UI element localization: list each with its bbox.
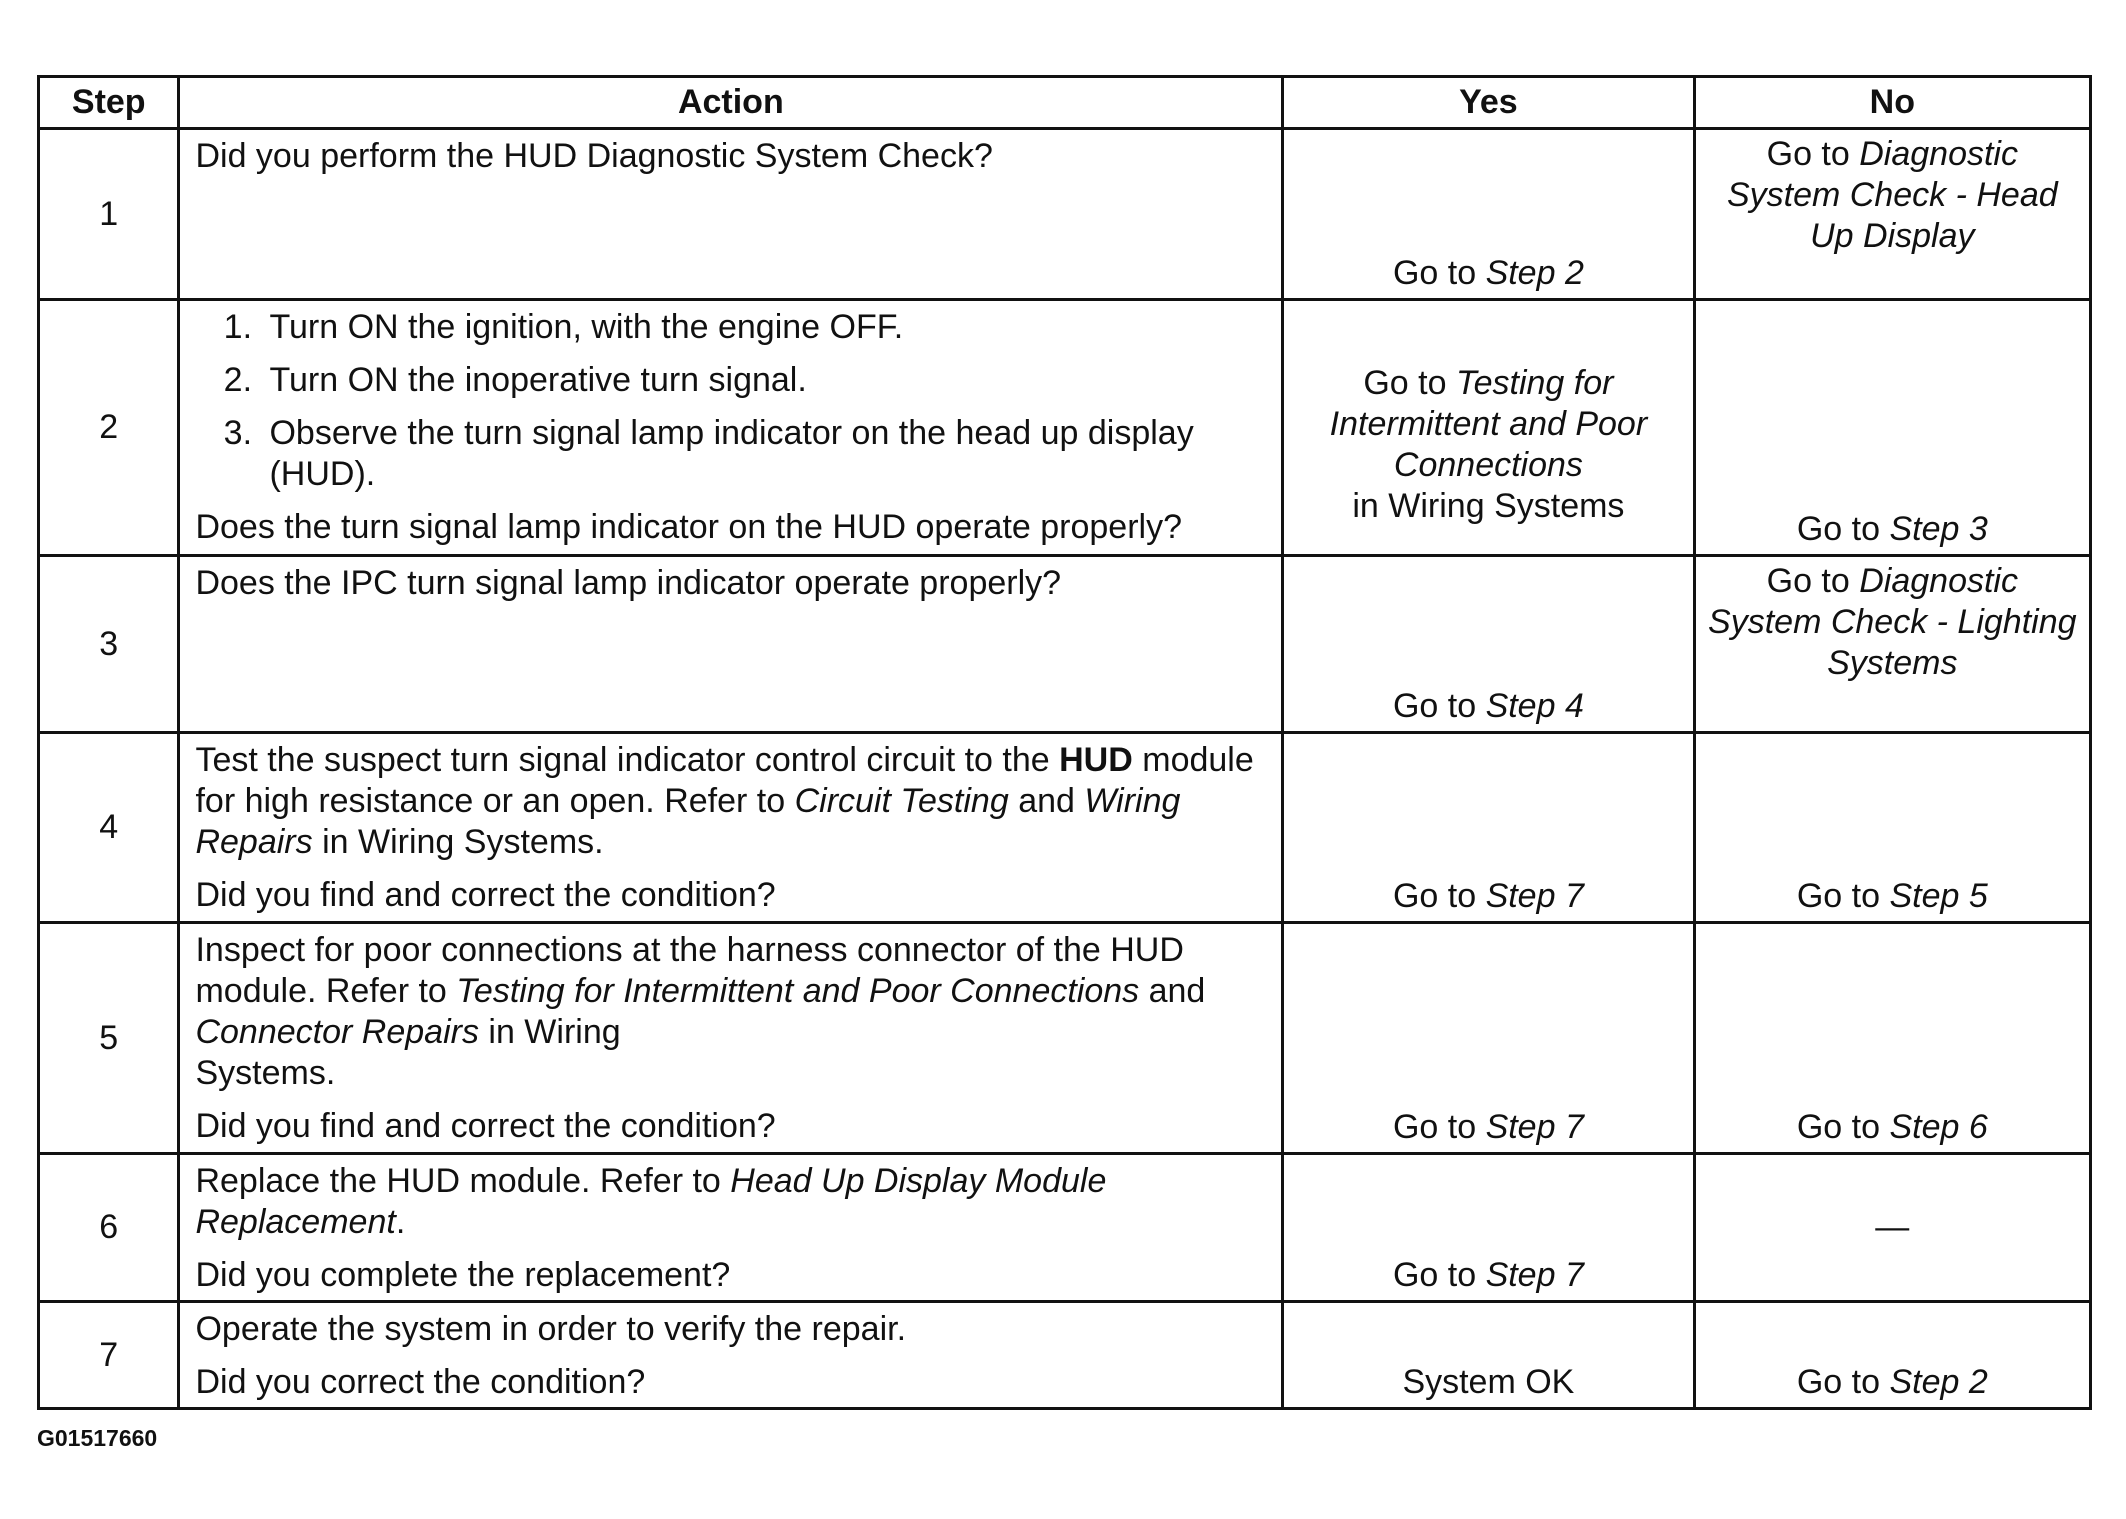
action-question: Did you correct the condition? [195,1363,646,1401]
no-link: Diagnostic System Check - Head Up Display [1726,135,2058,255]
table-row [39,129,2091,300]
yes-link: Step 7 [1485,877,1584,915]
no-link: Step 6 [1889,1108,1988,1146]
instruction-text: . [395,1203,406,1241]
table-row [39,733,2091,923]
yes-link: Step 7 [1485,1256,1584,1294]
yes-text: Go to [1392,254,1486,292]
yes-text: Go to [1392,877,1486,915]
action-step-item: 1. Turn ON the ignition, with the engine OFF. [261,307,1269,348]
yes-link: Step 2 [1485,254,1584,292]
instruction-text: and [1139,972,1206,1010]
table-row [39,1154,2091,1302]
yes-text: Go to [1363,363,1456,402]
action-question: Does the turn signal lamp indicator on the HUD operate properly? [195,508,1182,546]
action-instruction [195,740,1269,863]
yes-link: Step 7 [1485,1108,1584,1146]
yes-cell [1283,1302,1694,1409]
yes-cell [1283,733,1694,923]
instruction-text: module for high resistance or an open. Refer to [195,741,1254,820]
yes-text: Go to [1392,1108,1486,1146]
yes-text: Go to [1392,1256,1486,1294]
dash-mark: — [1875,1208,1910,1246]
yes-cell [1283,300,1694,556]
instruction-reference: Connector Repairs [195,1013,479,1051]
action-question: Did you find and correct the condition? [195,876,776,914]
no-cell [1694,129,2090,300]
step-number: 3 [39,556,179,733]
step-number: 1 [39,129,179,300]
step-number: 4 [39,733,179,923]
no-cell [1694,1302,2090,1409]
instruction-text: Inspect for poor connections at the harness connector of the HUD module. Refer to [195,931,1184,1010]
no-text: Go to [1796,1108,1890,1146]
no-link: Step 2 [1889,1363,1988,1401]
no-text: Go to [1766,562,1860,600]
instruction-text: in Wiring [478,1013,621,1051]
action-question: Does the IPC turn signal lamp indicator operate properly? [195,564,1062,602]
no-link: Step 3 [1889,510,1988,548]
header-row [39,77,2091,129]
yes-cell [1283,129,1694,300]
yes-text: in Wiring Systems [1352,486,1625,525]
action-steps [195,307,1269,495]
action-cell [179,1302,1283,1409]
action-cell [179,733,1283,923]
instruction-text: Test the suspect turn signal indicator control circuit to the [195,741,1060,779]
action-cell [179,129,1283,300]
diagnostic-table [37,75,2092,1410]
header-no: No [1694,77,2090,129]
no-cell [1694,733,2090,923]
table-row [39,556,2091,733]
step-number: 7 [39,1302,179,1409]
action-step-item: 3. Observe the turn signal lamp indicator on the head up display (HUD). [261,413,1269,495]
action-cell [179,923,1283,1154]
header-action: Action [179,77,1283,129]
yes-text: System OK [1402,1363,1575,1401]
table-row [39,923,2091,1154]
no-link: Step 5 [1889,877,1988,915]
header-yes: Yes [1283,77,1694,129]
instruction-reference: Testing for Intermittent and Poor Connections [456,972,1140,1010]
step-number: 6 [39,1154,179,1302]
action-question: Did you find and correct the condition? [195,1107,776,1145]
action-instruction [195,930,1269,1094]
instruction-text: Replace the HUD module. Refer to [195,1162,731,1200]
yes-text: Go to [1392,687,1486,725]
step-number: 5 [39,923,179,1154]
instruction-bold: HUD [1059,741,1133,779]
no-text: Go to [1796,877,1890,915]
figure-id: G01517660 [37,1425,158,1451]
no-cell [1694,923,2090,1154]
no-cell [1694,556,2090,733]
action-cell [179,556,1283,733]
instruction-text: in Wiring Systems. [312,823,604,861]
yes-link: Testing for Intermittent and Poor Connections [1329,363,1648,484]
yes-cell [1283,556,1694,733]
instruction-reference: Head Up Display Module Replacement [195,1162,1107,1241]
action-question: Did you perform the HUD Diagnostic System Check? [195,137,993,175]
no-cell [1694,1154,2090,1302]
no-text: Go to [1766,135,1860,173]
instruction-reference: Circuit Testing [794,782,1009,820]
yes-cell [1283,923,1694,1154]
action-step-item: 2. Turn ON the inoperative turn signal. [261,360,1269,401]
instruction-text: Systems. [195,1054,336,1092]
yes-link: Step 4 [1485,687,1584,725]
table-row [39,300,2091,556]
table-row [39,1302,2091,1409]
action-question: Did you complete the replacement? [195,1256,731,1294]
action-instruction: Operate the system in order to verify the repair. [195,1310,907,1348]
no-text: Go to [1796,1363,1890,1401]
instruction-text: and [1008,782,1085,820]
no-text: Go to [1796,510,1890,548]
yes-cell [1283,1154,1694,1302]
header-step: Step [39,77,179,129]
action-instruction [195,1161,1269,1243]
no-cell [1694,300,2090,556]
step-number: 2 [39,300,179,556]
action-cell [179,300,1283,556]
action-cell [179,1154,1283,1302]
instruction-reference: Wiring Repairs [195,782,1181,861]
no-link: Diagnostic System Check - Lighting Systems [1708,562,2077,682]
